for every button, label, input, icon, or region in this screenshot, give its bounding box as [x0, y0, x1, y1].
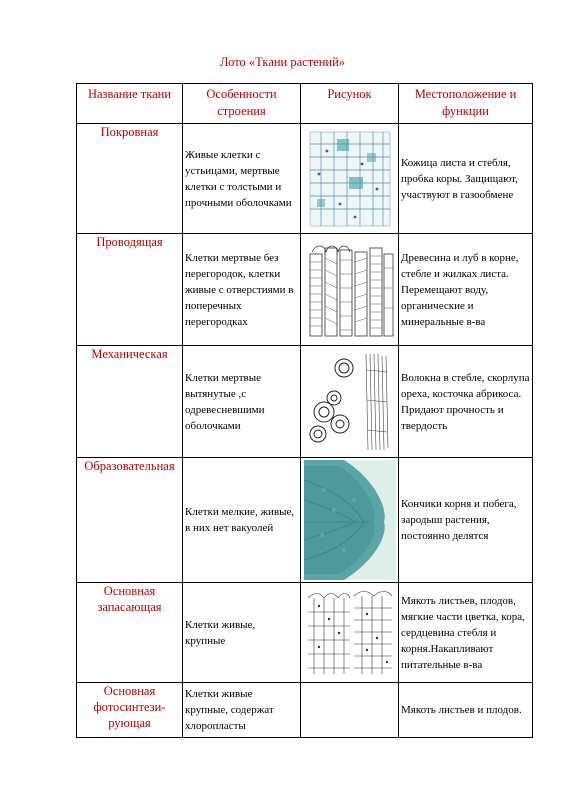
tissue-location: Кожица листа и стебля, пробка коры. Защищают, участвуют в газообмене	[399, 124, 533, 234]
tissue-name: Механическая	[77, 346, 183, 458]
tissue-picture	[301, 683, 399, 738]
table-row	[77, 458, 533, 583]
tissue-name: Проводящая	[77, 234, 183, 346]
table-row	[77, 234, 533, 346]
tissue-picture	[301, 346, 399, 458]
table-header-row	[77, 84, 533, 124]
tissue-picture	[301, 124, 399, 234]
header-location: Местоположение и функции	[399, 84, 533, 124]
header-structure: Особенности строения	[183, 84, 301, 124]
storage-parenchyma-drawing	[304, 588, 396, 678]
tissue-picture	[301, 458, 399, 583]
page-title: Лото «Ткани растений»	[219, 55, 346, 69]
table-row	[77, 346, 533, 458]
meristem-micrograph	[304, 460, 396, 580]
tissue-structure: Клетки живые, крупные	[183, 583, 301, 683]
tissue-location: Мякоть листьев, плодов, мягкие части цветка, кора, сердцевина стебля и корня.Накапливают питательные в-ва	[399, 583, 533, 683]
sclerenchyma-drawing	[304, 350, 396, 454]
tissue-location: Волокна в стебле, скорлупа ореха, косточка абрикоса. Придают прочность и твердость	[399, 346, 533, 458]
header-picture: Рисунок	[301, 84, 399, 124]
tissue-name: Основная запасающая	[77, 583, 183, 683]
tissue-location: Мякоть листьев и плодов.	[399, 683, 533, 738]
vessels-drawing	[304, 238, 396, 342]
tissue-location: Древесина и луб в корне, стебле и жилках листа. Перемещают воду, органические и минеральные в-ва	[399, 234, 533, 346]
table-row	[77, 124, 533, 234]
tissue-picture	[301, 234, 399, 346]
tissue-structure: Живые клетки с устьицами, мертвые клетки с толстыми и прочными оболочками	[183, 124, 301, 234]
epidermis-drawing	[307, 129, 393, 229]
tissue-picture	[301, 583, 399, 683]
tissue-table	[76, 83, 533, 738]
tissue-structure: Клетки мелкие, живые, в них нет вакуолей	[183, 458, 301, 583]
tissue-name: Образовательная	[77, 458, 183, 583]
tissue-structure: Клетки живые крупные, содержат хлоропласты	[183, 683, 301, 738]
table-row	[77, 583, 533, 683]
tissue-name: Основная фотосинтези-рующая	[77, 683, 183, 738]
tissue-name: Покровная	[77, 124, 183, 234]
tissue-structure: Клетки мертвые без перегородок, клетки живые с отверстиями в поперечных перегородках	[183, 234, 301, 346]
tissue-location: Кончики корня и побега, зародыш растения, постоянно делятся	[399, 458, 533, 583]
header-name: Название ткани	[77, 84, 183, 124]
tissue-structure: Клетки мертвые вытянутые ,с одревесневшими оболочками	[183, 346, 301, 458]
table-row	[77, 683, 533, 738]
